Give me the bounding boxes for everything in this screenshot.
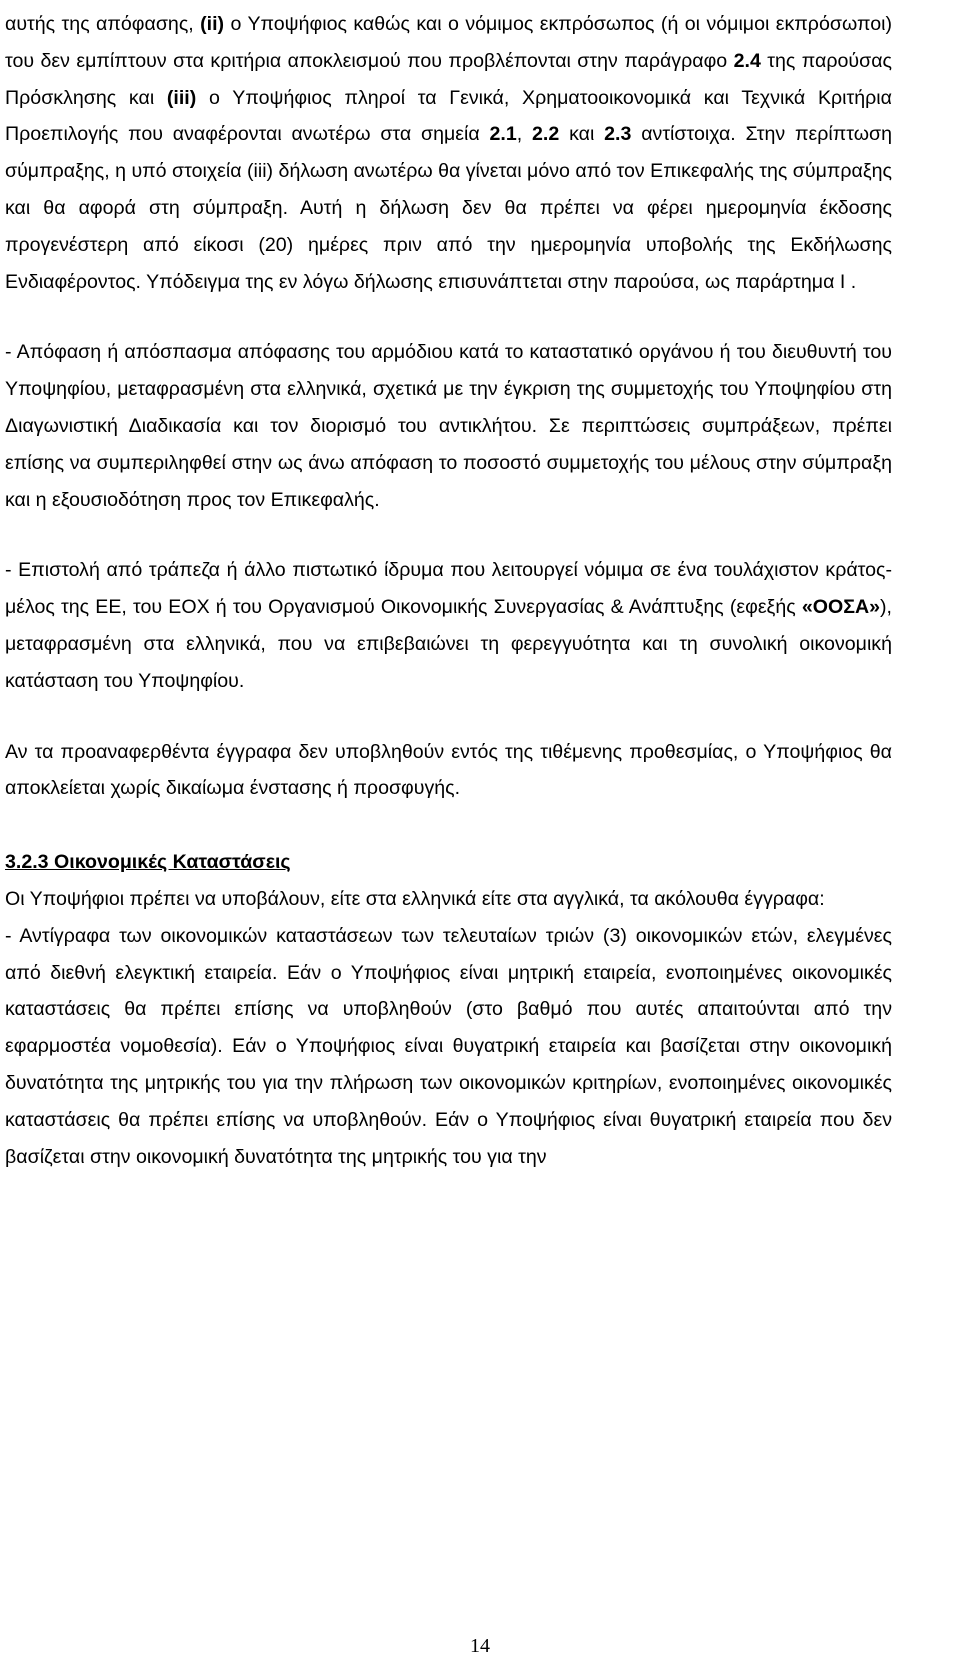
text-run: Αν τα προαναφερθέντα έγγραφα δεν υποβληθούν εντός της τιθέμενης προθεσμίας, ο Υποψήφιος θα αποκλείεται χωρίς δικαίωμα ένστασης ή προσφυγής. bbox=[5, 740, 892, 800]
text-run: αντίστοιχα. Στην περίπτωση σύμπραξης, η υπό στοιχεία (iii) δήλωση ανωτέρω θα γίνεται μόνο από τον Επικεφαλής της σύμπραξης και θα αφορά στη σύμπραξη. Αυτή η δήλωση δεν θα πρέπει να φέρει ημερομηνία έκδοσης προγενέστερη από είκοσι (20) ημέρες πριν από την ημερομηνία υποβολής της Εκδήλωσης Ενδιαφέροντος. Υπόδειγμα της εν λόγω δήλωσης επισυνάπτεται στην παρούσα, ως παράρτημα I . bbox=[5, 123, 892, 293]
text-run: ο Υποψήφιος πληροί τα Γενικά, Χρηματοοικονομικά και Τεχνικά Κριτήρια Προεπιλογής που αναφέρονται ανωτέρω στα σημεία bbox=[5, 86, 892, 146]
paragraph-bank-letter bbox=[5, 552, 892, 699]
paragraph-required-documents: Οι Υποψήφιοι πρέπει να υποβάλουν, είτε στα ελληνικά είτε στα αγγλικά, τα ακόλουθα έγγραφα: bbox=[5, 887, 825, 910]
page-number: 14 bbox=[470, 1635, 490, 1657]
text-run: - Απόφαση ή απόσπασμα απόφασης του αρμόδιου κατά το καταστατικό οργάνου ή του διευθυντή του Υποψηφίου, μεταφρασμένη στα ελληνικά, σχετικά με την έγκριση της συμμετοχής του Υποψηφίου στη Διαγωνιστική Διαδικασία και τον διορισμό του αντικλήτου. Σε περιπτώσεις συμπράξεων, πρέπει επίσης να συμπεριληφθεί στην ως άνω απόφαση το ποσοστό συμμετοχής του μέλους στην σύμπραξη και η εξουσιοδότηση προς τον Επικεφαλής. bbox=[5, 341, 892, 511]
text-run: ), μεταφρασμένη στα ελληνικά, που να επιβεβαιώνει τη φερεγγυότητα και τη συνολική οικονομική κατάσταση του Υποψηφίου. bbox=[5, 596, 892, 692]
list-item-financial-statements: - Αντίγραφα των οικονομικών καταστάσεων των τελευταίων τριών (3) οικονομικών ετών, ελεγμένες από διεθνή ελεγκτική εταιρεία. Εάν ο Υποψήφιος είναι μητρική εταιρεία, ενοποιημένες οικονομικές καταστάσεις θα πρέπει επίσης να υποβληθούν (στο βαθμό που αυτές απαιτούνται από την εφαρμοστέα νομοθεσία). Εάν ο Υποψήφιος είναι θυγατρική εταιρεία και βασίζεται στην οικονομική δυνατότητα της μητρικής του για την πλήρωση των οικονομικών κριτηρίων, ενοποιημένες οικονομικές καταστάσεις θα πρέπει επίσης να υποβληθούν. Εάν ο Υποψήφιος είναι θυγατρική εταιρεία που δεν βασίζεται στην οικονομική δυνατότητα της μητρικής του για την bbox=[5, 924, 892, 1168]
text-run: , bbox=[516, 123, 533, 146]
section-heading-financial-statements: 3.2.3 Οικονομικές Καταστάσεις bbox=[5, 851, 291, 874]
bold-text-run: «ΟΟΣΑ» bbox=[801, 596, 881, 619]
bold-text-run: 2.3 bbox=[604, 123, 632, 146]
text-run: - Επιστολή από τράπεζα ή άλλο πιστωτικό ίδρυμα που λειτουργεί νόμιμα σε ένα τουλάχιστον κράτος-μέλος της ΕΕ, του ΕΟΧ ή του Οργανισμού Οικονομικής Συνεργασίας & Ανάπτυξης (εφεξής bbox=[5, 559, 892, 619]
paragraph-exclusion-notice bbox=[5, 734, 892, 808]
text-run: της παρούσας Πρόσκλησης και bbox=[5, 49, 892, 109]
text-run: αυτής της απόφασης, bbox=[5, 13, 201, 35]
paragraph-board-decision bbox=[5, 334, 892, 518]
text-run: ο Υποψήφιος καθώς και ο νόμιμος εκπρόσωπος (ή οι νόμιμοι εκπρόσωποι) του δεν εμπίπτουν στα κριτήρια αποκλεισμού που προβλέπονται στην παράγραφο bbox=[5, 13, 892, 72]
bold-text-run: (iii) bbox=[166, 86, 197, 109]
document-page bbox=[5, 6, 892, 1175]
bold-text-run: 2.2 bbox=[532, 123, 560, 146]
bold-text-run: 2.1 bbox=[489, 123, 517, 146]
bold-text-run: (ii) bbox=[200, 13, 225, 35]
bold-text-run: 2.4 bbox=[733, 49, 761, 72]
paragraph-declaration bbox=[5, 6, 892, 300]
text-run: και bbox=[559, 123, 605, 146]
